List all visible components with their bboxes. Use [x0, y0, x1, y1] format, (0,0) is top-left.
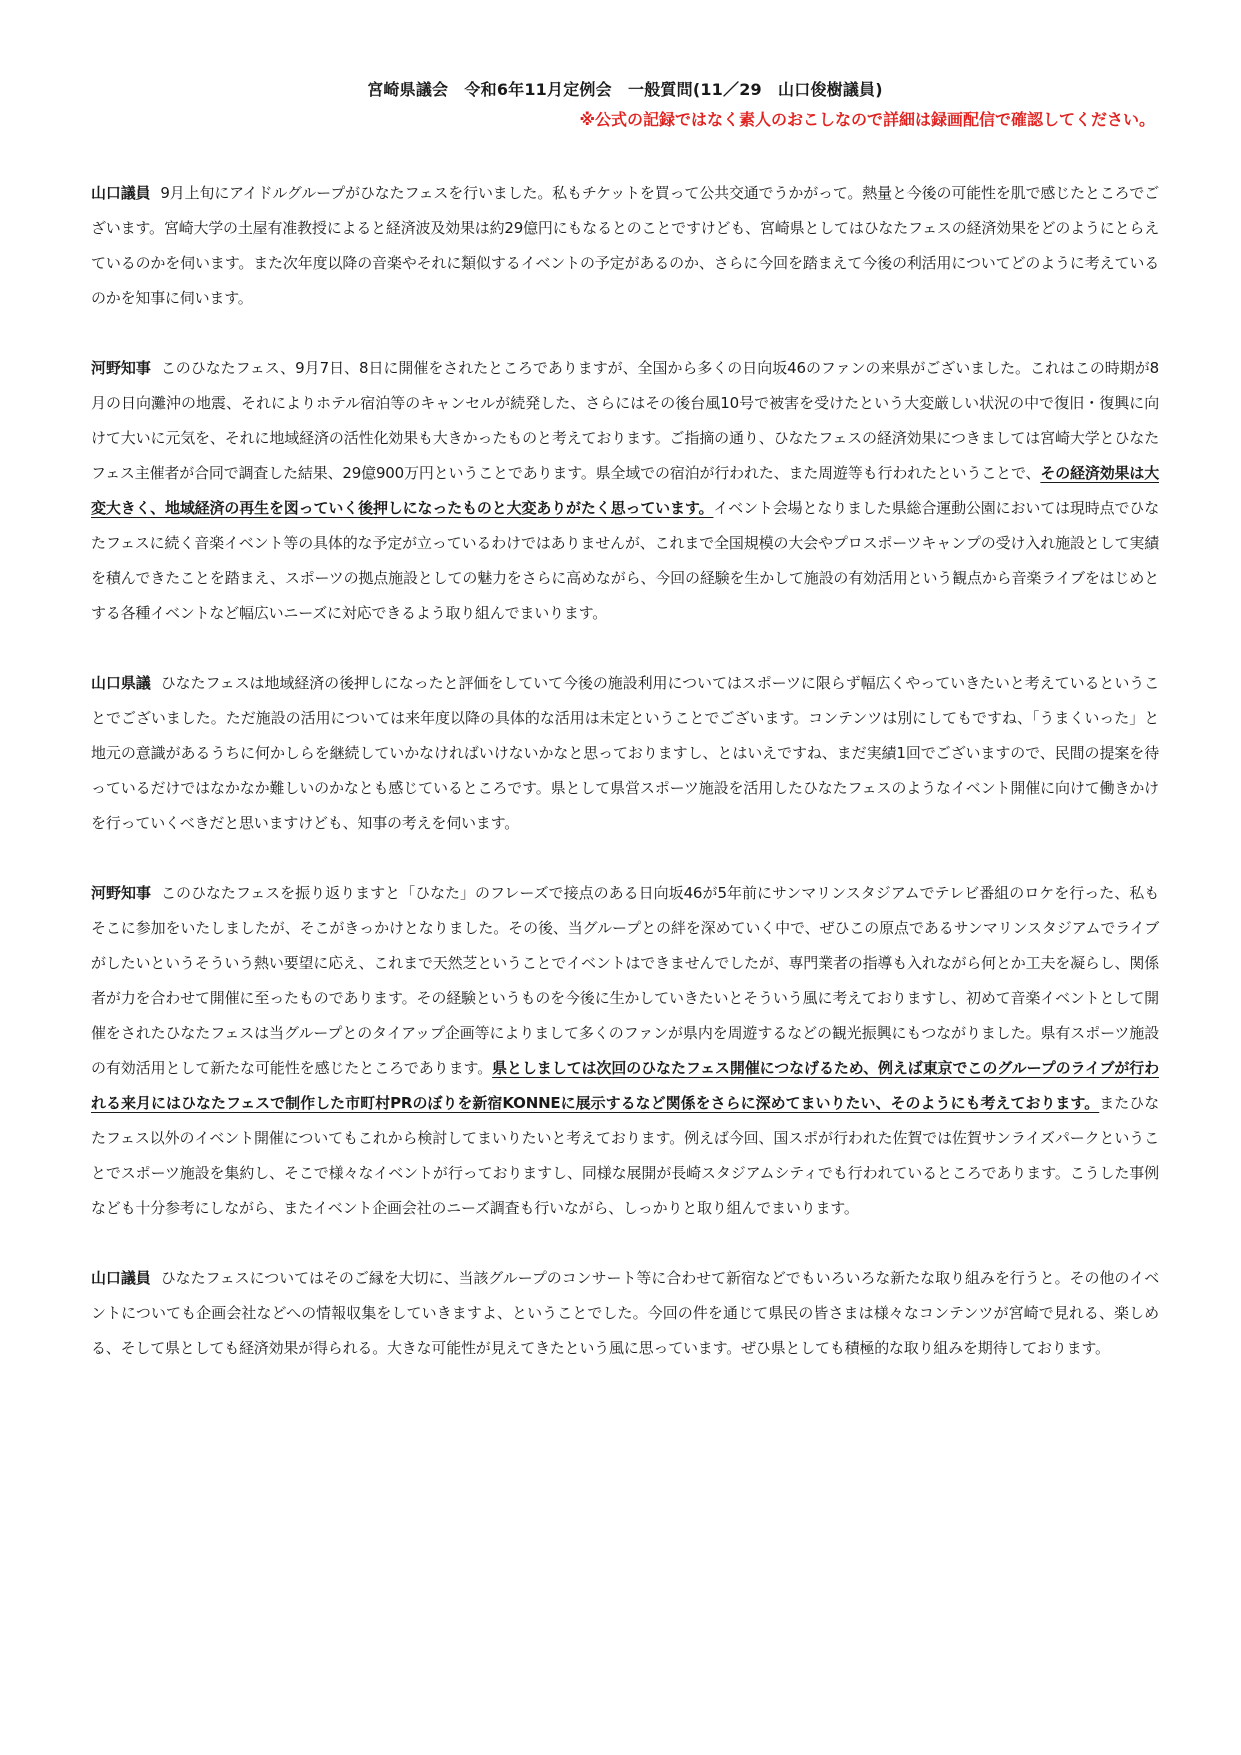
speaker-name: 山口議員	[91, 1269, 151, 1287]
speaker-name: 山口議員	[91, 184, 151, 202]
document-title: 宮崎県議会 令和6年11月定例会 一般質問(11／29 山口俊樹議員)	[367, 80, 883, 99]
paragraph-text: このひなたフェス、9月7日、8日に開催をされたところでありますが、全国から多くの日向坂46のファンの来県がございました。これはこの時期が8月の日向灘沖の地震、それによりホテル宿泊等のキャンセルが続発した、さらにはその後台風10号で被害を受けたという大変厳しい状況の中で復旧・復興に向けて大いに元気を、それに地域経済の活性化効果も大きかったものと考えております。ご指摘の通り、ひなたフェスの経済効果につきましては宮崎大学とひなたフェス主催者が合同で調査した結果、29億900万円ということであります。県全域での宿泊が行われた、また周遊等も行われたということで、	[91, 359, 1159, 482]
emphasized-text: その経済効果は大変大きく、地域経済の再生を図っていく後押しになったものと大変ありがたく思っています。	[91, 464, 1159, 517]
transcript-body	[91, 176, 1159, 1366]
transcript-paragraph	[91, 666, 1159, 841]
paragraph-text: このひなたフェスを振り返りますと「ひなた」のフレーズで接点のある日向坂46が5年前にサンマリンスタジアムでテレビ番組のロケを行った、私もそこに参加をいたしましたが、そこがきっかけとなりました。その後、当グループとの絆を深めていく中で、ぜひこの原点であるサンマリンスタジアムでライブがしたいというそういう熱い要望に応え、これまで天然芝ということでイベントはできませんでしたが、専門業者の指導も入れながら何とか工夫を凝らし、関係者が力を合わせて開催に至ったものであります。その経験というものを今後に生かしていきたいとそういう風に考えておりますし、初めて音楽イベントとして開催をされたひなたフェスは当グループとのタイアップ企画等によりまして多くのファンが県内を周遊するなどの観光振興にもつながりました。県有スポーツ施設の有効活用として新たな可能性を感じたところであります。	[91, 884, 1159, 1077]
transcript-paragraph	[91, 351, 1159, 631]
speaker-name: 河野知事	[91, 884, 151, 902]
transcript-paragraph	[91, 176, 1159, 316]
transcript-paragraph	[91, 1261, 1159, 1366]
emphasized-text: 県としましては次回のひなたフェス開催につなげるため、例えば東京でこのグループのライブが行われる来月にはひなたフェスで制作した市町村PRのぼりを新宿KONNEに展示するなど関係をさらに深めてまいりたい、そのようにも考えております。	[91, 1059, 1159, 1112]
paragraph-text: ひなたフェスは地域経済の後押しになったと評価をしていて今後の施設利用についてはスポーツに限らず幅広くやっていきたいと考えているということでございました。ただ施設の活用については来年度以降の具体的な活用は未定ということでございます。コンテンツは別にしてもですね、「うまくいった」と地元の意識があるうちに何かしらを継続していかなければいけないかなと思っておりますし、とはいえですね、まだ実績1回でございますので、民間の提案を待っているだけではなかなか難しいのかなとも感じているところです。県として県営スポーツ施設を活用したひなたフェスのようなイベント開催に向けて働きかけを行っていくべきだと思いますけども、知事の考えを伺います。	[91, 674, 1159, 832]
speaker-name: 河野知事	[91, 359, 151, 377]
paragraph-text: ひなたフェスについてはそのご縁を大切に、当該グループのコンサート等に合わせて新宿などでもいろいろな新たな取り組みを行うと。その他のイベントについても企画会社などへの情報収集をしていきますよ、ということでした。今回の件を通じて県民の皆さまは様々なコンテンツが宮崎で見れる、楽しめる、そして県としても経済効果が得られる。大きな可能性が見えてきたという風に思っています。ぜひ県としても積極的な取り組みを期待しております。	[91, 1269, 1160, 1357]
transcript-paragraph	[91, 876, 1159, 1226]
paragraph-text: イベント会場となりました県総合運動公園においては現時点でひなたフェスに続く音楽イベント等の具体的な予定が立っているわけではありませんが、これまで全国規模の大会やプロスポーツキャンプの受け入れ施設として実績を積んできたことを踏まえ、スポーツの拠点施設としての魅力をさらに高めながら、今回の経験を生かして施設の有効活用という観点から音楽ライブをはじめとする各種イベントなど幅広いニーズに対応できるよう取り組んでまいります。	[91, 499, 1159, 622]
speaker-name: 山口県議	[91, 674, 151, 692]
paragraph-text: 9月上旬にアイドルグループがひなたフェスを行いました。私もチケットを買って公共交通でうかがって。熱量と今後の可能性を肌で感じたところでございます。宮崎大学の土屋有准教授によると経済波及効果は約29億円にもなるとのことですけども、宮崎県としてはひなたフェスの経済効果をどのようにとらえているのかを伺います。また次年度以降の音楽やそれに類似するイベントの予定があるのか、さらに今回を踏まえて今後の利活用についてどのように考えているのかを知事に伺います。	[91, 184, 1159, 307]
disclaimer-notice: ※公式の記録ではなく素人のおこしなので詳細は録画配信で確認してください。	[579, 110, 1155, 129]
paragraph-text: またひなたフェス以外のイベント開催についてもこれから検討してまいりたいと考えております。例えば今回、国スポが行われた佐賀では佐賀サンライズパークということでスポーツ施設を集約し、そこで様々なイベントが行っておりますし、同様な展開が長崎スタジアムシティでも行われているところであります。こうした事例なども十分参考にしながら、またイベント企画会社のニーズ調査も行いながら、しっかりと取り組んでまいります。	[91, 1094, 1159, 1217]
